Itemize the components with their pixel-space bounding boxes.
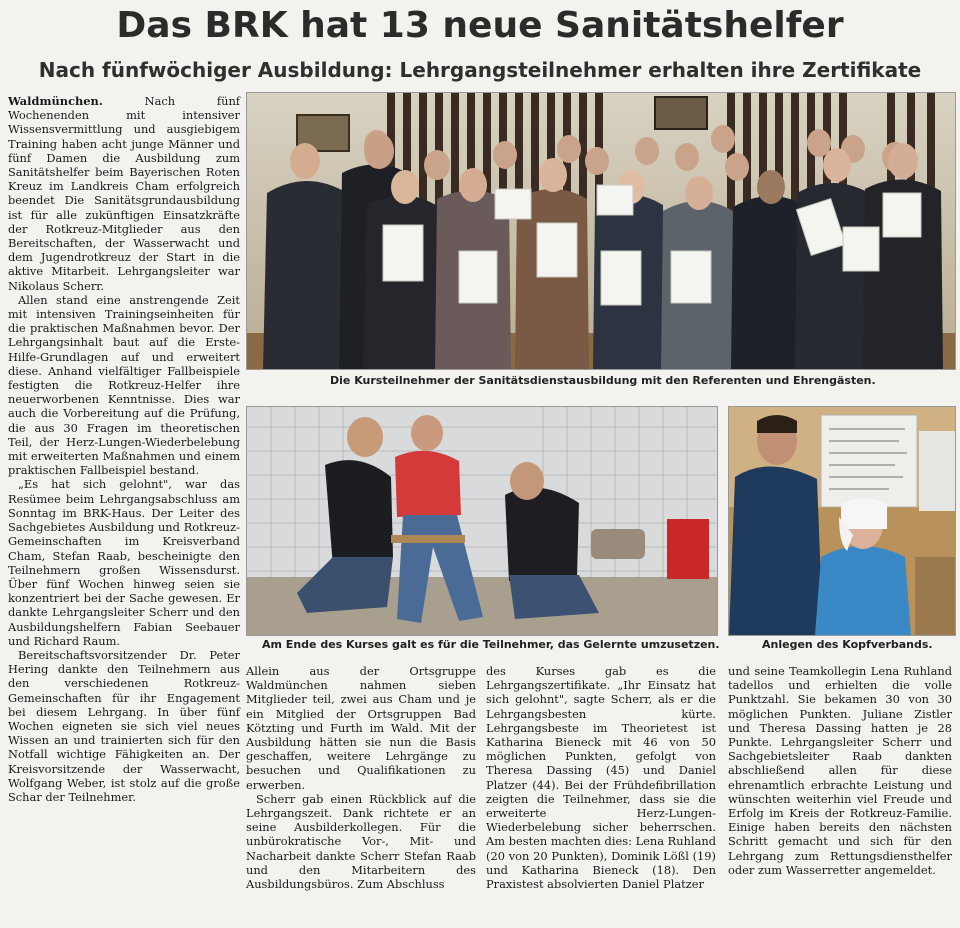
- paragraph: Allen stand eine anstrengende Zeit mit intensiven Trainingseinheiten für die praktischen Maßnahmen bevor. Der Lehrgangsinhalt baut auf die Erste-Hilfe-Grundlagen auf und erweitert diese. Anhand vielfältiger Fallbeispiele festigten die Rotkreuz-Helfer ihre neuerworbenen Kenntnisse. Dies war auch die Vorbereitung auf die Prüfung, die aus 30 Fragen im theoretischen Teil, der Herz-Lungen-Wiederbelebung mit erweiterten Maßnahmen und einem praktischen Fallbeispiel bestand.: [8, 292, 240, 478]
- subheadline: Nach fünfwöchiger Ausbildung: Lehrgangsteilnehmer erhalten ihre Zertifikate: [38, 58, 922, 82]
- dateline: Waldmünchen.: [8, 94, 103, 108]
- group-photo-caption: Die Kursteilnehmer der Sanitätsdienstausbildung mit den Referenten und Ehrengästen.: [330, 374, 876, 387]
- paragraph-text: Nach fünf Wochenenden mit intensiver Wissensvermittlung und ausgiebigem Training haben acht junge Männer und fünf Damen die Ausbildung zum Sanitätshelfer beim Bayerischen Roten Kreuz im Landkreis Cham erfolgreich beendet Die Sanitätsgrundausbildung ist für alle zukünftigen Einsatzkräfte der Rotkreuz-Mitglieder aus den Bereitschaften, der Wasserwacht und dem Jugendrotkreuz der Start in die aktive Mitarbeit. Lehrgangsleiter war Nikolaus Scherr.: [8, 94, 241, 293]
- article-column-3: [486, 664, 716, 891]
- paragraph: „Es hat sich gelohnt", war das Resümee beim Lehrgangsabschluss am Sonntag im BRK-Haus. Der Leiter des Sachgebietes Ausbildung und Rotkreuz-Gemeinschaften im Kreisverband Cham, Stefan Raab, bescheinigte den Teilnehmern großen Wissensdurst. Über fünf Wochen hinweg seien sie konzentriert bei der Sache gewesen. Er dankte Lehrgangsleiter Scherr und den Ausbildungshelfern Fabian Seebauer und Richard Raum.: [8, 477, 240, 648]
- paragraph: [8, 94, 240, 293]
- bandage-photo-caption: Anlegen des Kopfverbands.: [762, 638, 933, 651]
- article-column-2: [246, 664, 476, 891]
- article-column-4: [728, 664, 952, 877]
- paragraph: des Kurses gab es die Lehrgangszertifikate. „Ihr Einsatz hat sich gelohnt", sagte Scherr, als er die Lehrgangsbesten kürte. Lehrgangsbeste im Theorietest ist Katharina Bieneck mit 46 von 50 möglichen Punkten, gefolgt von Theresa Dassing (45) und Daniel Platzer (44). Bei der Frühdefibrillation zeigten die Teilnehmer, dass sie die erweiterte Herz-Lungen-Wiederbelebung sicher beherrschen. Am besten machten dies: Lena Ruhland (20 von 20 Punkten), Dominik Lößl (19) und Katharina Bieneck (18). Den Praxistest absolvierten Daniel Platzer: [486, 664, 716, 892]
- bandage-photo: [728, 406, 956, 636]
- group-photo: [246, 92, 956, 370]
- headline: Das BRK hat 13 neue Sanitätshelfer: [116, 5, 844, 46]
- article-column-1: [8, 94, 240, 804]
- paragraph: Scherr gab einen Rückblick auf die Lehrgangszeit. Dank richtete er an seine Ausbilderkollegen. Für die unbürokratische Vor-, Mit- und Nacharbeit dankte Scherr Stefan Raab und den Mitarbeitern des Ausbildungsbüros. Zum Abschluss: [246, 791, 476, 892]
- paragraph: Bereitschaftsvorsitzender Dr. Peter Hering dankte den Teilnehmern aus den verschiedenen Rotkreuz-Gemeinschaften für ihr Engagement bei diesem Lehrgang. In über fünf Wochen eigneten sie sich viel neues Wissen an und trainierten sich für den Notfall wichtige Fähigkeiten an. Der Kreisvorsitzende der Wasserwacht, Wolfgang Weber, ist stolz auf die große Schar der Teilnehmer.: [8, 647, 240, 804]
- paragraph: und seine Teamkollegin Lena Ruhland tadellos und erhielten die volle Punktzahl. Sie bekamen 30 von 30 möglichen Punkten. Juliane Zistler und Theresa Dassing hatten je 28 Punkte. Lehrgangsleiter Scherr und Sachgebietsleiter Raab dankten abschließend allen für diese ehrenamtlich erbrachte Leistung und wünschten weiterhin viel Freude und Erfolg im Kreis der Rotkreuz-Familie. Einige haben bereits den nächsten Schritt gemacht und sich für den Lehrgang zum Rettungsdiensthelfer oder zum Wasserretter angemeldet.: [728, 664, 952, 877]
- paragraph: Allein aus der Ortsgruppe Waldmünchen nahmen sieben Mitglieder teil, zwei aus Cham und je ein Mitglied der Ortsgruppen Bad Kötzting und Furth im Wald. Mit der Ausbildung hätten sie nun die Basis geschaffen, weitere Lehrgänge zu besuchen und Qualifikationen zu erwerben.: [246, 664, 476, 792]
- training-photo-caption: Am Ende des Kurses galt es für die Teilnehmer, das Gelernte umzusetzen.: [262, 638, 720, 651]
- training-photo: [246, 406, 718, 636]
